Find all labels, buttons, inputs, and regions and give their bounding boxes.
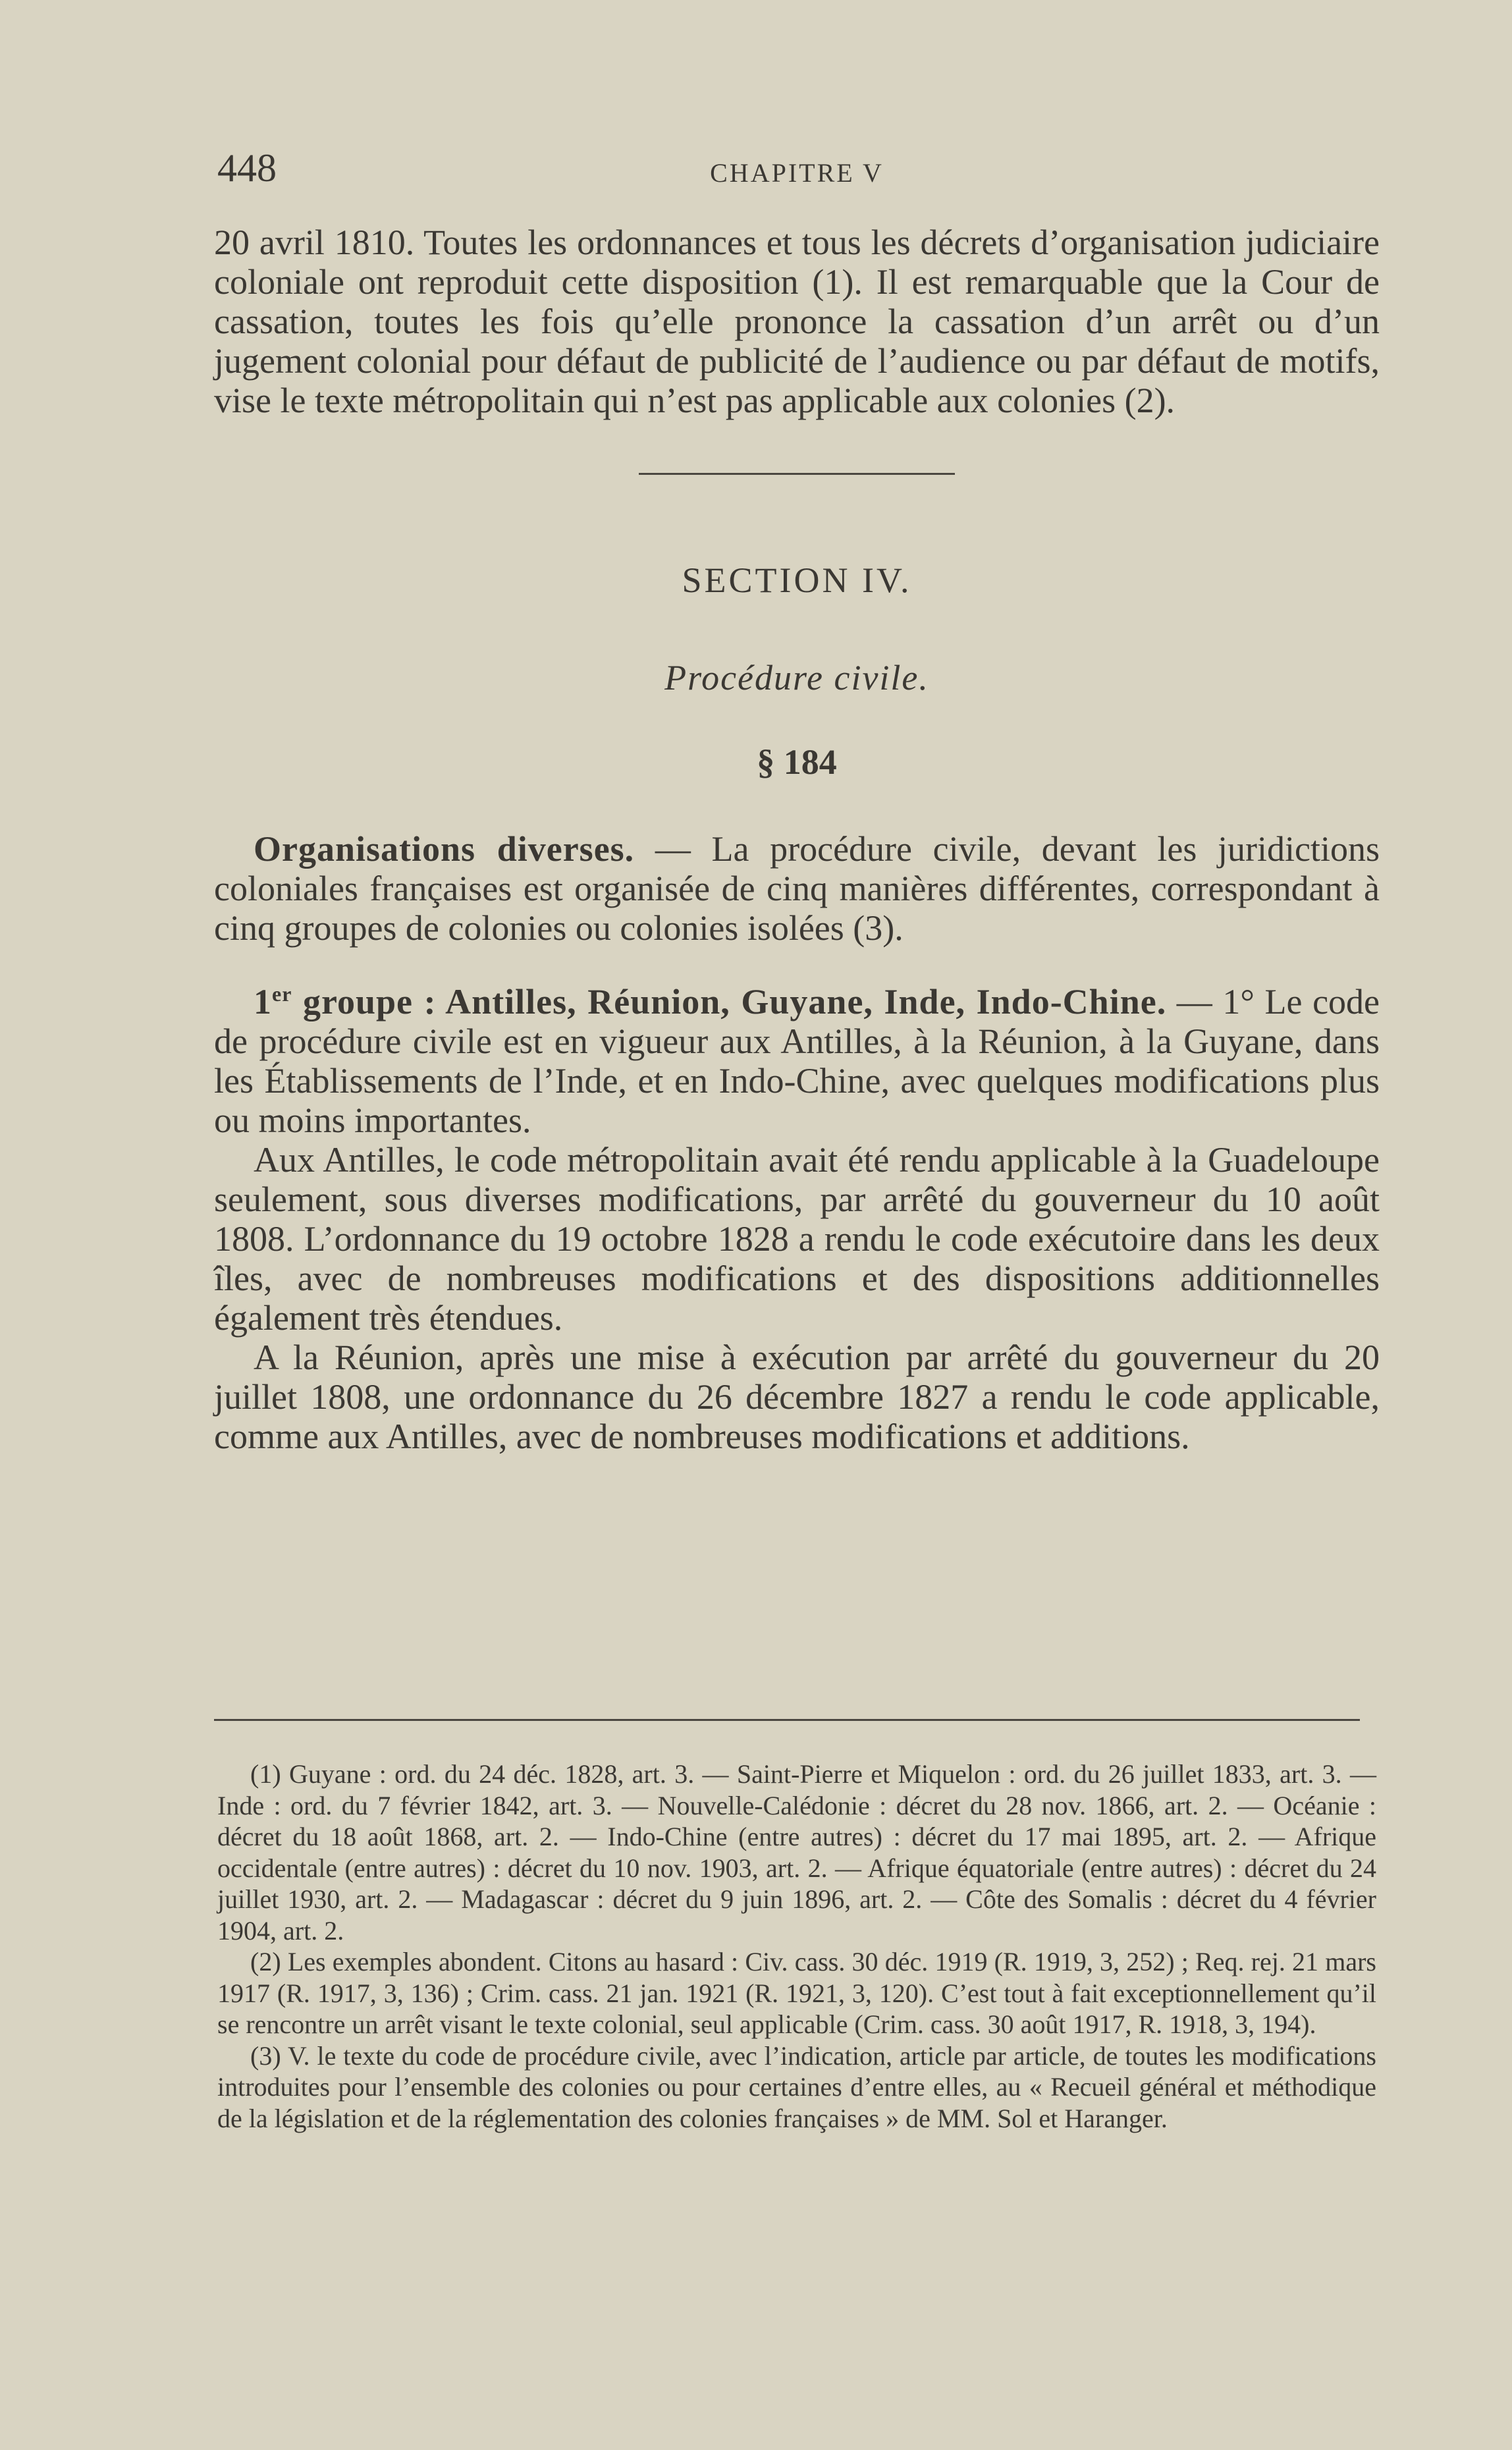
paragraph-text: — La procédure civile, devant les juridictions coloniales françaises est organisée de cinq manières différentes, correspondant à cinq groupes de colonies ou colonies isolées (3). xyxy=(214,829,1380,948)
subsection-title: Procédure civile. xyxy=(664,658,929,697)
antilles-paragraph: Aux Antilles, le code métropolitain avait été rendu applicable à la Guadeloupe seulement, sous diverses modifications, par arrêté du gouverneur du 10 août 1808. L’ordonnance du 19 octobre 1828 a rendu le code exécutoire dans les deux îles, avec de nombreuses modifications et des dispositions additionnelles également très étendues. xyxy=(214,1140,1380,1338)
intro-paragraph: 20 avril 1810. Toutes les ordonnances et tous les décrets d’organisation judiciaire coloniale ont reproduit cette disposition (1). Il est remarquable que la Cour de cassation, toutes les fois qu’elle prononce la cassation d’un arrêt ou d’un jugement colonial pour défaut de publicité de l’audience ou par défaut de motifs, vise le texte métropolitain qui n’est pas applicable aux colonies (2). xyxy=(214,223,1380,420)
running-head: CHAPITRE V xyxy=(710,158,884,188)
group-heading-sup: er xyxy=(272,982,292,1006)
section-title: SECTION IV. xyxy=(682,560,912,600)
reunion-paragraph: A la Réunion, après une mise à exécution par arrêté du gouverneur du 20 juillet 1808, une ordonnance du 26 décembre 1827 a rendu le code applicable, comme aux Antilles, avec de nombreuses modifications et additions. xyxy=(214,1338,1380,1456)
group-1-paragraph xyxy=(214,982,1380,1140)
page-number: 448 xyxy=(217,146,277,190)
group-heading-ordinal: 1 xyxy=(254,982,272,1021)
footnote-3: (3) V. le texte du code de procédure civile, avec l’indication, article par article, de toutes les modifications introduites pour l’ensemble des colonies ou pour certaines d’entre elles, au « Recueil général et méthodique de la législation et de la réglementation des colonies françaises » de MM. Sol et Haranger. xyxy=(217,2040,1376,2133)
page-header xyxy=(217,142,1376,194)
group-heading xyxy=(254,982,1166,1021)
footnote-2: (2) Les exemples abondent. Citons au hasard : Civ. cass. 30 déc. 1919 (R. 1919, 3, 252) ; Req. rej. 21 mars 1917 (R. 1917, 3, 136) ; Crim. cass. 21 jan. 1921 (R. 1921, 3, 120). C’est tout à fait exceptionnellement qu’il se rencontre un arrêt visant le texte colonial, seul applicable (Crim. cass. 30 août 1917, R. 1918, 3, 194). xyxy=(217,1947,1376,2039)
group-text: — 1° Le code de procédure civile est en vigueur aux Antilles, à la Réunion, à la Guyane, dans les Établissements de l’Inde, et en Indo-Chine, avec quelques modifications plus ou moins importantes. xyxy=(214,982,1380,1140)
paragraph-184 xyxy=(214,829,1380,948)
paragraph-heading: Organisations diverses. xyxy=(254,829,635,869)
paragraph-number: § 184 xyxy=(757,742,837,782)
footnotes xyxy=(217,1758,1376,2134)
main-text xyxy=(214,223,1380,1456)
section-divider xyxy=(639,473,955,475)
footnote-divider xyxy=(214,1719,1360,1721)
footnote-1: (1) Guyane : ord. du 24 déc. 1828, art. 3. — Saint-Pierre et Miquelon : ord. du 26 juillet 1833, art. 3. — Inde : ord. du 7 février 1842, art. 3. — Nouvelle-Calédonie : décret du 28 nov. 1866, art. 2. — Océanie : décret du 18 août 1868, art. 2. — Indo-Chine (entre autres) : décret du 17 mai 1895, art. 2. — Afrique occidentale (entre autres) : décret du 10 nov. 1903, art. 2. — Afrique équatoriale (entre autres) : décret du 24 juillet 1930, art. 2. — Madagascar : décret du 9 juin 1896, art. 2. — Côte des Somalis : décret du 4 février 1904, art. 2. xyxy=(217,1759,1376,1946)
group-heading-rest: groupe : Antilles, Réunion, Guyane, Inde, Indo-Chine. xyxy=(292,982,1167,1021)
